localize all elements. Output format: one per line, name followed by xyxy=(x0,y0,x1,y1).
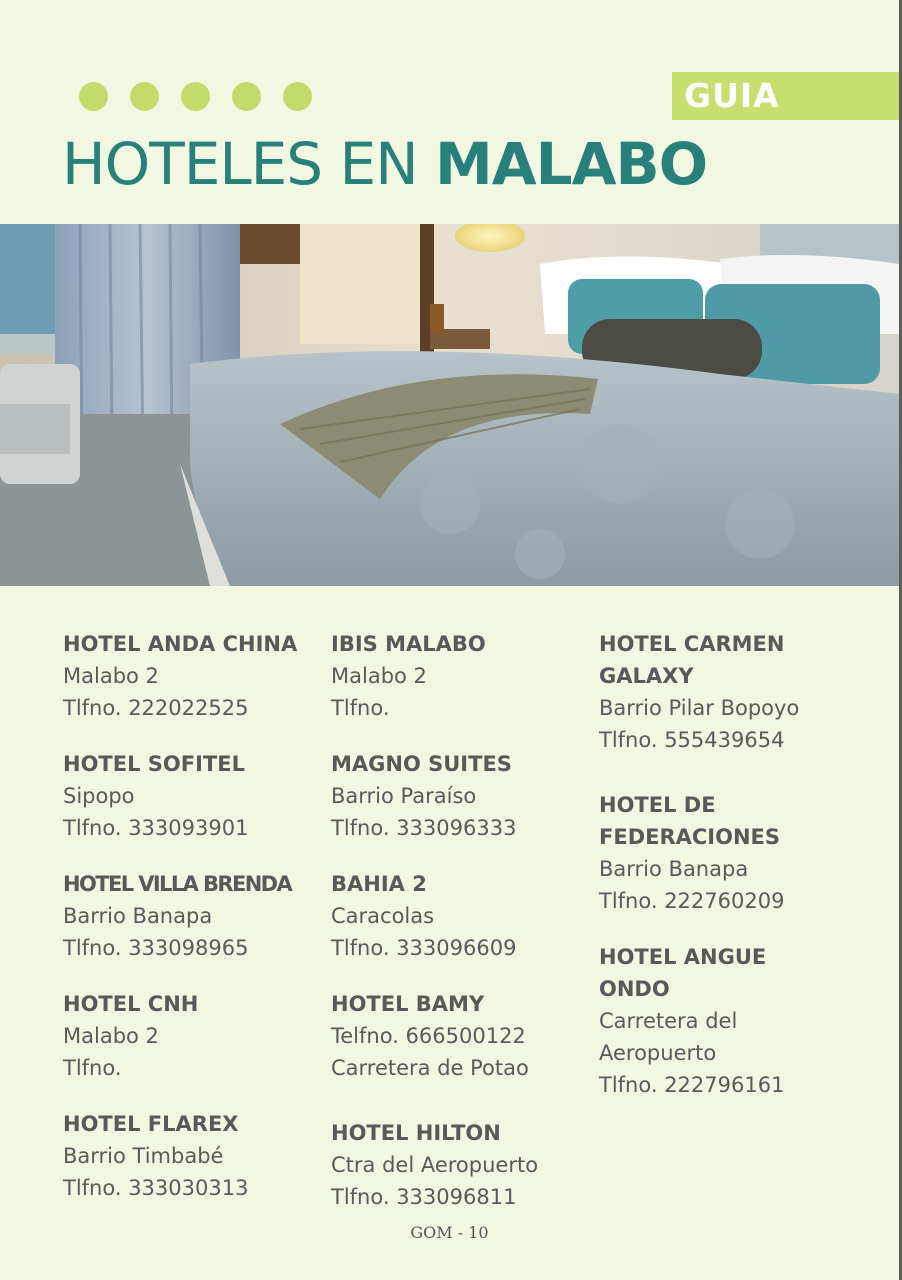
hotel-location: Barrio Banapa xyxy=(63,904,213,928)
hotel-phone: Tlfno. 333096609 xyxy=(331,936,517,960)
hotel-name: HOTEL FLAREX xyxy=(63,1112,239,1136)
hotel-phone: Telfno. 666500122 xyxy=(331,1024,526,1048)
hotel-name: HOTEL CNH xyxy=(63,992,199,1016)
dot-icon xyxy=(79,82,108,111)
hotel-name-line: ONDO xyxy=(599,977,670,1001)
hotel-name-line: HOTEL DE xyxy=(599,793,716,817)
hotel-location: Barrio Paraíso xyxy=(331,784,477,808)
hotel-column-2 xyxy=(331,628,581,1237)
hotel-location: Carretera del xyxy=(599,1009,738,1033)
hotel-phone: Tlfno. 333093901 xyxy=(63,816,249,840)
hotel-location: Malabo 2 xyxy=(63,1024,159,1048)
hotel-location: Barrio Pilar Bopoyo xyxy=(599,696,800,720)
hotel-room-photo xyxy=(0,224,899,586)
hotel-name-line: HOTEL CARMEN xyxy=(599,632,785,656)
hotel-phone: Tlfno. 222022525 xyxy=(63,696,249,720)
page-title xyxy=(62,124,707,204)
hotel-entry xyxy=(331,628,581,724)
hotel-phone: Tlfno. 333096811 xyxy=(331,1185,517,1209)
hotel-name: HOTEL SOFITEL xyxy=(63,752,245,776)
hotel-name: HOTEL HILTON xyxy=(331,1121,501,1145)
hotel-phone: Tlfno. 222760209 xyxy=(599,889,785,913)
hotel-phone: Tlfno. 333098965 xyxy=(63,936,249,960)
hotel-location: Malabo 2 xyxy=(63,664,159,688)
dot-icon xyxy=(283,82,312,111)
hotel-entry xyxy=(63,1108,313,1204)
hotel-entry xyxy=(331,1117,581,1213)
dot-icon xyxy=(130,82,159,111)
page-number: GOM - 10 xyxy=(410,1223,489,1242)
hotel-location: Aeropuerto xyxy=(599,1041,717,1065)
hotel-phone: Tlfno. 222796161 xyxy=(599,1073,785,1097)
hotel-entry xyxy=(331,868,581,964)
hotel-entry xyxy=(63,988,313,1084)
hotel-column-1 xyxy=(63,628,313,1228)
hotel-entry xyxy=(331,748,581,844)
hotel-name: HOTEL BAMY xyxy=(331,992,485,1016)
hotel-entry xyxy=(63,628,313,724)
hotel-location: Carretera de Potao xyxy=(331,1056,529,1080)
guide-badge: GUIA xyxy=(672,72,899,120)
hotel-entry xyxy=(331,988,581,1084)
hotel-phone: Tlfno. xyxy=(63,1056,122,1080)
hotel-location: Barrio Banapa xyxy=(599,857,749,881)
hotel-name: HOTEL VILLA BRENDA xyxy=(63,872,292,896)
hotel-column-3 xyxy=(599,628,849,1125)
hotel-name: MAGNO SUITES xyxy=(331,752,512,776)
hotel-location: Caracolas xyxy=(331,904,435,928)
decorative-dots xyxy=(79,82,312,111)
hotel-phone: Tlfno. xyxy=(331,696,390,720)
hotel-location: Malabo 2 xyxy=(331,664,427,688)
hotel-phone: Tlfno. 333096333 xyxy=(331,816,517,840)
hotel-entry xyxy=(63,868,313,964)
hotel-phone: Tlfno. 333030313 xyxy=(63,1176,249,1200)
hotel-location: Barrio Timbabé xyxy=(63,1144,224,1168)
hotel-location: Sipopo xyxy=(63,784,135,808)
hotel-entry xyxy=(63,748,313,844)
hotel-entry xyxy=(599,628,849,756)
hotel-location: Ctra del Aeropuerto xyxy=(331,1153,539,1177)
hotel-name: HOTEL ANDA CHINA xyxy=(63,632,298,656)
hotel-name-line: FEDERACIONES xyxy=(599,825,781,849)
hotel-entry xyxy=(599,789,849,917)
hotel-name-line: HOTEL ANGUE xyxy=(599,945,767,969)
title-bold: MALABO xyxy=(435,130,707,198)
hotel-entry xyxy=(599,941,849,1101)
hotel-name: BAHIA 2 xyxy=(331,872,427,896)
title-light: HOTELES EN xyxy=(62,130,436,198)
dot-icon xyxy=(181,82,210,111)
hotel-name-line: GALAXY xyxy=(599,664,694,688)
hotel-phone: Tlfno. 555439654 xyxy=(599,728,785,752)
hotel-name: IBIS MALABO xyxy=(331,632,486,656)
dot-icon xyxy=(232,82,261,111)
